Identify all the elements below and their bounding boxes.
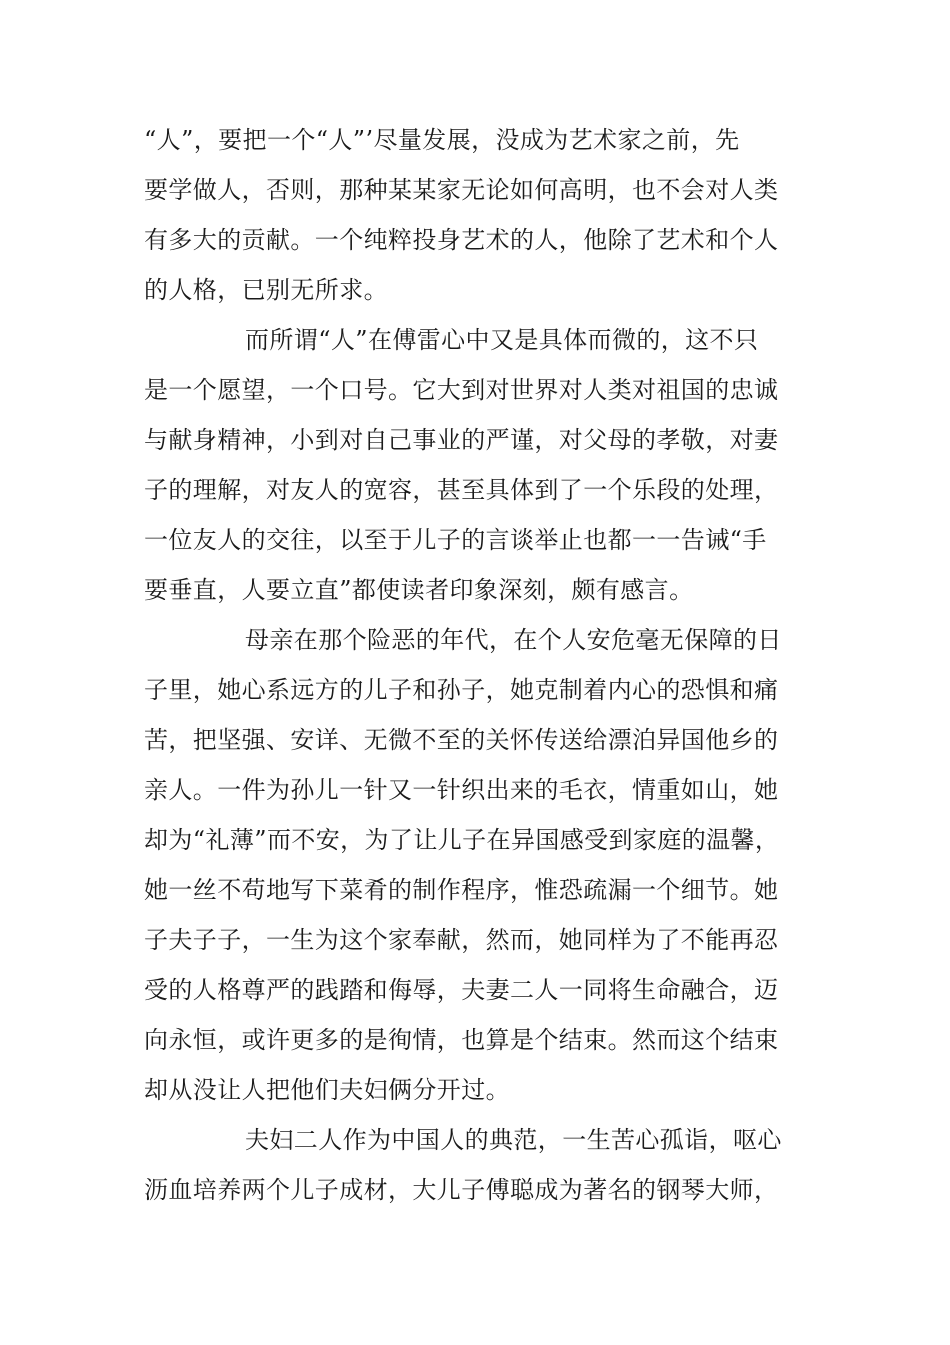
text-line: 子夫子子，一生为这个家奉献，然而，她同样为了不能再忍 [144, 926, 779, 954]
text-line: 沥血培养两个儿子成材，大儿子傅聪成为著名的钢琴大师， [144, 1176, 779, 1204]
paragraph-first-line: 而所谓“人”在傅雷心中又是具体而微的，这不只 [245, 326, 759, 354]
text-line: 却从没让人把他们夫妇俩分开过。 [144, 1076, 510, 1104]
paragraph-first-line: 母亲在那个险恶的年代，在个人安危毫无保障的日 [245, 626, 782, 654]
text-line: 受的人格尊严的践踏和侮辱，夫妻二人一同将生命融合，迈 [144, 976, 779, 1004]
text-line: 亲人。一件为孙儿一针又一针织出来的毛衣，情重如山，她 [144, 776, 779, 804]
text-line: 要学做人，否则，那种某某家无论如何高明，也不会对人类 [144, 176, 779, 204]
text-line: 一位友人的交往，以至于儿子的言谈举止也都一一告诫“手 [144, 526, 767, 554]
paragraph-first-line: 夫妇二人作为中国人的典范，一生苦心孤诣，呕心 [245, 1126, 782, 1154]
text-line: 她一丝不苟地写下菜肴的制作程序，惟恐疏漏一个细节。她 [144, 876, 779, 904]
text-line: 子的理解，对友人的宽容，甚至具体到了一个乐段的处理， [144, 476, 779, 504]
text-line: 要垂直，人要立直”都使读者印象深刻，颇有感言。 [144, 576, 694, 604]
text-line: 向永恒，或许更多的是徇情，也算是个结束。然而这个结束 [144, 1026, 779, 1054]
text-line: 与献身精神，小到对自己事业的严谨，对父母的孝敬，对妻 [144, 426, 779, 454]
text-line: 苦，把坚强、安详、无微不至的关怀传送给漂泊异国他乡的 [144, 726, 779, 754]
text-line: 子里，她心系远方的儿子和孙子，她克制着内心的恐惧和痛 [144, 676, 779, 704]
text-line: 有多大的贡献。一个纯粹投身艺术的人，他除了艺术和个人 [144, 226, 779, 254]
text-line: 却为“礼薄”而不安，为了让儿子在异国感受到家庭的温馨， [144, 826, 780, 854]
text-line: 是一个愿望，一个口号。它大到对世界对人类对祖国的忠诚 [144, 376, 779, 404]
text-line: “人”，要把一个“人”’尽量发展，没成为艺术家之前，先 [144, 126, 740, 154]
text-line: 的人格，已别无所求。 [144, 276, 388, 304]
